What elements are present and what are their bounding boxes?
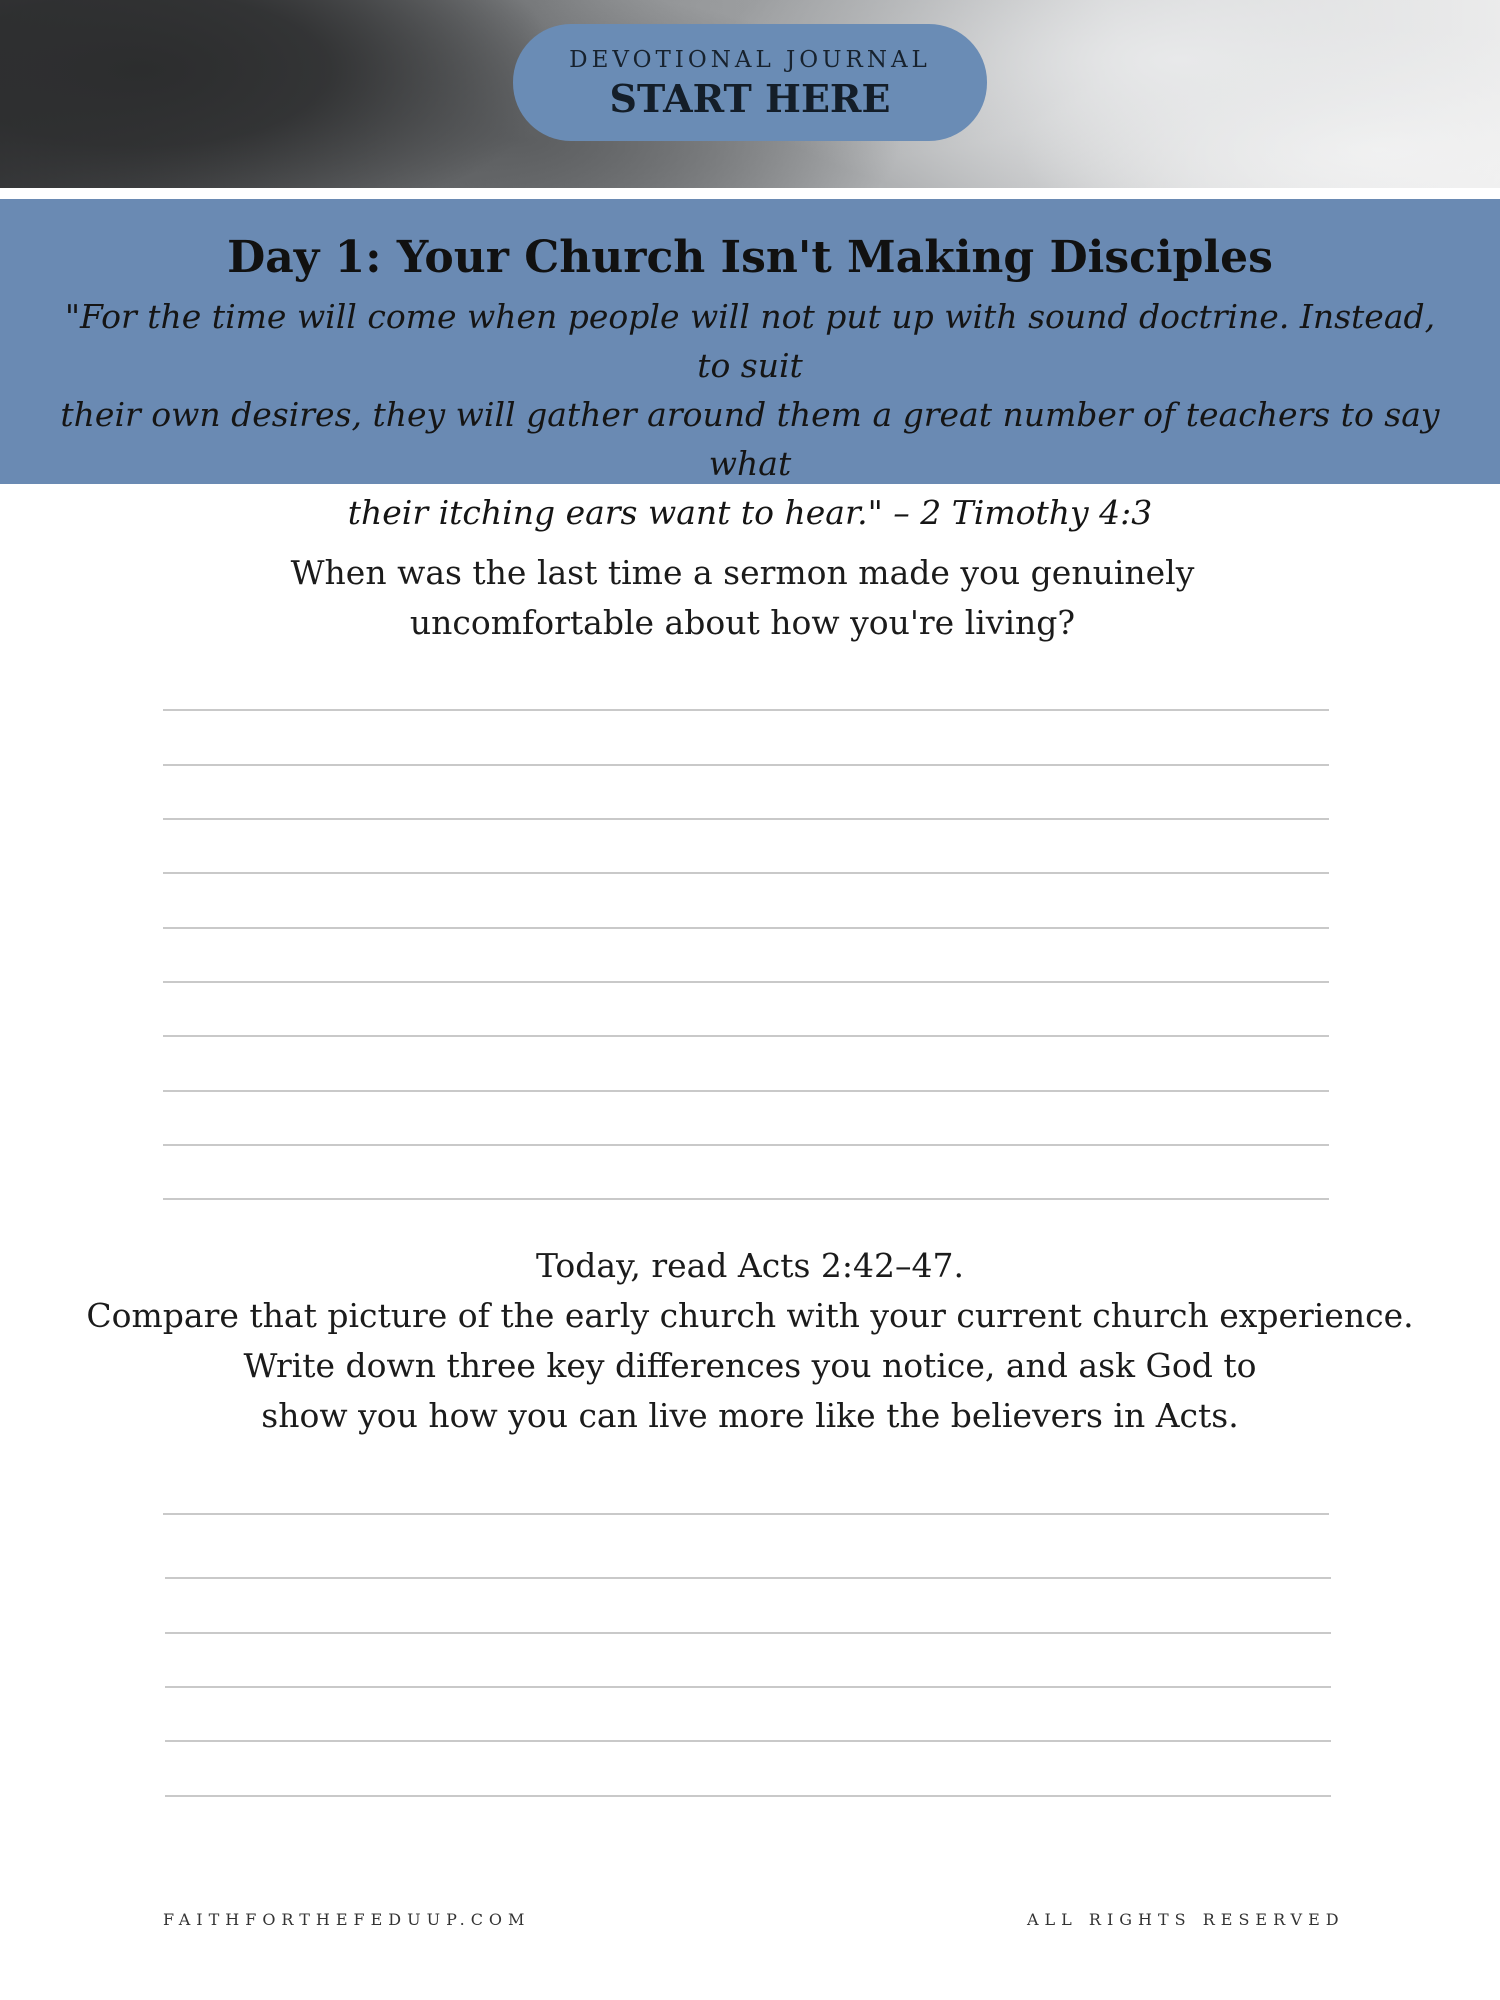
writing-line[interactable]: [163, 1198, 1329, 1200]
writing-line[interactable]: [165, 1577, 1331, 1579]
writing-line[interactable]: [163, 818, 1329, 820]
writing-line[interactable]: [165, 1686, 1331, 1688]
writing-line[interactable]: [163, 927, 1329, 929]
prompt-line: When was the last time a sermon made you genuinely: [290, 553, 1195, 592]
writing-line[interactable]: [165, 1632, 1331, 1634]
writing-line[interactable]: [165, 1740, 1331, 1742]
day-header-band: [0, 199, 1500, 532]
prompt-line: Compare that picture of the early church with your current church experience.: [86, 1296, 1414, 1335]
rights-notice: ALL RIGHTS RESERVED: [1027, 1910, 1345, 1929]
prompt-line: uncomfortable about how you're living?: [409, 603, 1076, 642]
prompt-line: Today, read Acts 2:42–47.: [535, 1246, 965, 1285]
quote-line: their own desires, they will gather around them a great number of teachers to say what: [60, 395, 1440, 483]
journal-prompt-1: [200, 548, 1285, 648]
writing-line[interactable]: [163, 764, 1329, 766]
writing-line[interactable]: [163, 1513, 1329, 1515]
writing-line[interactable]: [163, 981, 1329, 983]
day-title: Day 1: Your Church Isn't Making Disciples: [227, 232, 1273, 283]
quote-line: "For the time will come when people will not put up with sound doctrine. Instead, to suit: [64, 297, 1436, 385]
website-url[interactable]: FAITHFORTHEFEDUUP.COM: [163, 1910, 531, 1929]
journal-kicker: DEVOTIONAL JOURNAL: [569, 46, 931, 73]
scripture-quote: [60, 292, 1440, 537]
quote-line: their itching ears want to hear." – 2 Timothy 4:3: [347, 493, 1153, 532]
writing-line[interactable]: [163, 1144, 1329, 1146]
writing-line[interactable]: [163, 709, 1329, 711]
writing-line[interactable]: [165, 1795, 1331, 1797]
writing-line[interactable]: [163, 1035, 1329, 1037]
prompt-line: Write down three key differences you notice, and ask God to: [243, 1346, 1257, 1385]
writing-line[interactable]: [163, 1090, 1329, 1092]
journal-prompt-2: [0, 1241, 1500, 1441]
writing-line[interactable]: [163, 872, 1329, 874]
start-here-button[interactable]: [513, 24, 987, 141]
header-cloud-image: [0, 0, 1500, 188]
prompt-line: show you how you can live more like the believers in Acts.: [261, 1396, 1239, 1435]
start-here-label: START HERE: [609, 75, 891, 121]
